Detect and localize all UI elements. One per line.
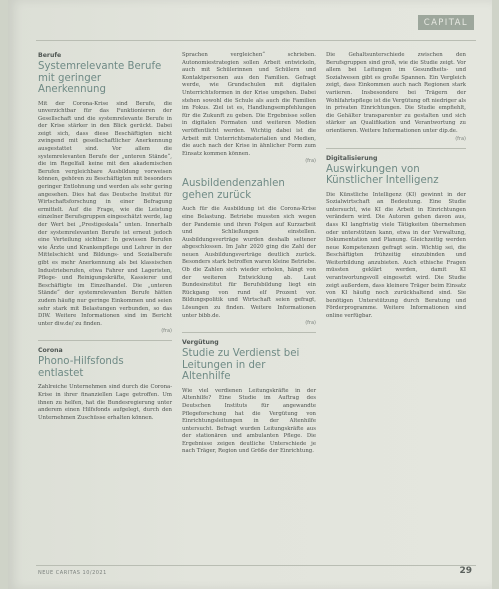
- header-rule: [36, 40, 476, 41]
- article-kicker: Vergütung: [182, 339, 219, 347]
- section-divider: [326, 148, 466, 149]
- article-body: Auch für die Ausbildung ist die Corona-Krise eine Belastung. Betriebe mussten sich wegen der Pandemie und ihren Folgen auf Kurzarbeit und Schließungen einstellen. Ausbildungsverträge wurden deshalb seltener abgeschlossen. Im Jahr 2020 ging die Zahl der neuen Ausbildungsverträge deutlich zurück. Besonders stark betroffen waren kleine Betriebe. Ob die Zahlen sich wieder erholen, hängt von der weiteren Entwicklung ab. Laut Bundesinstitut für Berufsbildung liegt ein Rückgang von rund elf Prozent vor. Bildungspolitik und Wirtschaft seien gefragt, Lösungen zu finden. Weitere Informationen unter bibb.de.: [182, 206, 316, 319]
- article-signature: (fra): [305, 158, 316, 165]
- column-2: [182, 52, 316, 456]
- article-kicker: Digitalisierung: [326, 154, 378, 162]
- page-number: 29: [459, 566, 472, 576]
- article-body: Die Künstliche Intelligenz (KI) gewinnt in der Sozialwirtschaft an Bedeutung. Eine Studie untersucht, wie KI die Arbeit in Einrichtungen verändern wird. Die Autoren gehen davon aus, dass KI langfristig viele Tätigkeiten übernehmen oder unterstützen kann, etwa in der Verwaltung, Dokumentation und Planung. Gleichzeitig werden neue Kompetenzen gefragt sein. Wichtig sei, die Beschäftigten frühzeitig einzubinden und Weiterbildung anzubieten. Auch ethische Fragen müssten geklärt werden, damit KI verantwortungsvoll eingesetzt wird. Die Studie zeigt außerdem, dass kleinere Träger beim Einsatz von KI häufig noch zurückhaltend sind. Sie benötigen Unterstützung durch Beratung und Förderprogramme. Weitere Informationen sind online verfügbar.: [326, 191, 466, 320]
- article-body: Wie viel verdienen Leitungskräfte in der Altenhilfe? Eine Studie im Auftrag des Deutschen Instituts für angewandte Pflegeforschung hat die Vergütung von Einrichtungsleitungen in der Altenhilfe untersucht. Befragt wurden Leitungskräfte aus der stationären und ambulanten Pflege. Die Ergebnisse zeigen deutliche Unterschiede je nach Träger, Region und Größe der Einrichtung.: [182, 387, 316, 455]
- article-headline: Systemrelevante Berufe mit geringer Anerkennung: [38, 61, 162, 95]
- article-kicker: Corona: [38, 347, 63, 355]
- article-headline: Auswirkungen von Künstlicher Intelligenz: [326, 163, 439, 187]
- section-divider: [38, 340, 172, 341]
- article-signature: (fra): [161, 328, 172, 335]
- article-body: Die Gehaltsunterschiede zwischen den Berufsgruppen sind groß, wie die Studie zeigt. Vor allem bei Leitungen im Gesundheits- und Sozialwesen gibt es große Spannen. Ein Vergleich zeigt, dass Einkommen auch nach Regionen stark variieren. Insbesondere bei Trägern der Wohlfahrtspflege ist die Vergütung oft niedriger als in privaten Einrichtungen. Die Studie empfiehlt, die Gehälter transparenter zu gestalten und sich stärker an Qualifikation und Verantwortung zu orientieren. Weitere Informationen unter dip.de.: [326, 52, 466, 134]
- publication-footer: NEUE CARITAS 10/2021: [38, 570, 107, 576]
- section-divider: [182, 332, 316, 333]
- column-1: [38, 52, 172, 422]
- article-headline: Ausbildendenzahlen gehen zurück: [182, 178, 285, 201]
- article-signature: (fra): [305, 320, 316, 327]
- article-signature: (fra): [455, 135, 466, 142]
- article-body: Zahlreiche Unternehmen sind durch die Corona-Krise in ihrer finanziellen Lage getroffen. Um ihnen zu helfen, hat die Bundesregierung unter anderem einen Hilfsfonds aufgelegt, durch den Unternehmen Zuschüsse erhalten können.: [38, 384, 172, 421]
- column-3: [326, 52, 466, 321]
- footer-rule: [36, 565, 476, 566]
- article-headline: Studie zu Verdienst bei Leitungen in der Altenhilfe: [182, 348, 300, 383]
- section-label: CAPITAL: [418, 15, 474, 30]
- article-headline: Phono-Hilfsfonds entlastet: [38, 356, 124, 379]
- article-body: Mit der Corona-Krise sind Berufe, die unverzichtbar für das Funktionieren der Gesellschaft und die systemrelevante Berufe in der Krise stärker in den Blick gerückt. Dabei zeigt sich, dass diese Beschäftigten nicht zwingend mit gesellschaftlicher Anerkennung ausgestattet sind. Vor allem die systemrelevanten Berufe der „unteren Stände“, die im Regelfall keine mit den akademischen Berufen vergleichbare Ausbildung vorweisen können, gehören zu Beschäftigten mit besonders geringer Entlohnung und werden als sehr gering angesehen. Dies hat das Deutsche Institut für Wirtschaftsforschung in einer Befragung ermittelt. Auf die Frage, wie die Leistung einzelner Berufsgruppen eingeschätzt werde, lag der Wert bei „Prestigeskala“ unten. Innerhalb der systemrelevanten Berufe ist erneut jedoch eine Verteilung sichtbar: In gewissen Berufen wie Ärzte und Krankenpflege und Lehrer in der Mittelschicht und Bildungs- und Sozialberufe gibt es mehr Anerkennung als bei klassischen Industrieberufen, etwa Fahrer und Lageristen, Pflege- und Reinigungskräfte, Kassierer und Beschäftigte im Einzelhandel. Die „unteren Stände“ der systemrelevanten Berufe hätten zudem häufig nur geringe Einkommen und seien sehr stark mit Belastungen verbunden, so das DIW. Weitere Informationen sind im Bericht unter diw.de/ zu finden.: [38, 100, 172, 327]
- article-body: Sprachen vergleichen“ schrieben. Autonomiestrategien sollen Arbeit entwickeln, auch mit Schülerinnen und Schülern und Kontaktpersonen aus den Familien. Gefragt werde, wie Grundschulen mit digitalen Unterrichtsformen in der Krise umgehen. Dabei stehen sowohl die Schule als auch die Familien im Fokus. Ziel ist es, Handlungsempfehlungen für die Zukunft zu geben. Die Ergebnisse sollen in digitalen Formaten und weiteren Medien veröffentlicht werden. Wichtig dabei ist die Arbeit mit Unterrichtsmaterialien und Medien, die auch nach der Krise in ähnlicher Form zum Einsatz kommen können.: [182, 52, 316, 157]
- magazine-page: [8, 0, 492, 589]
- article-kicker: Berufe: [38, 52, 62, 59]
